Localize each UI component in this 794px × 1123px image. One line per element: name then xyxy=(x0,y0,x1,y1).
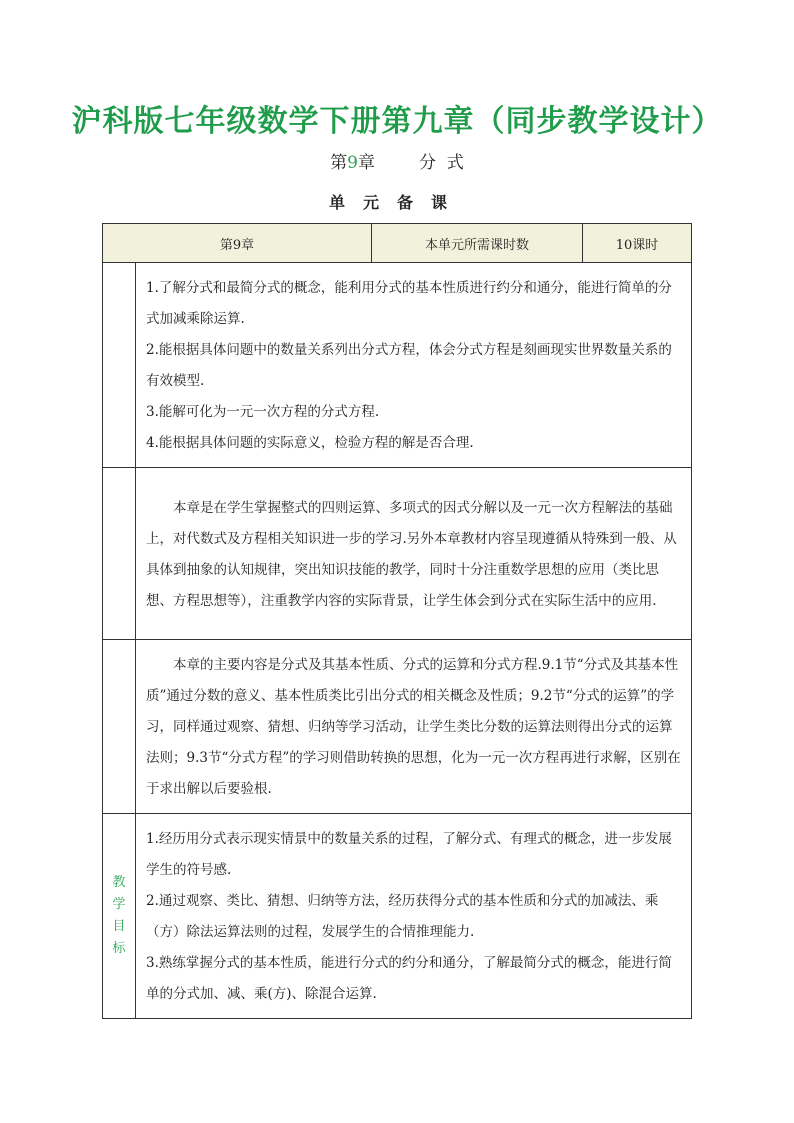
row-content-cell xyxy=(136,640,692,814)
vertical-label-char: 目 xyxy=(112,919,126,934)
row-content-cell xyxy=(136,263,692,468)
header-chapter-cell: 第9章 xyxy=(103,224,372,263)
paragraph: 3.能解可化为一元一次方程的分式方程. xyxy=(146,404,380,420)
paragraph: 2.通过观察、类比、猜想、归纳等方法，经历获得分式的基本性质和分式的加减法、乘（方）除法运算法则的过程，发展学生的合情推理能力. xyxy=(146,893,659,940)
chapter-suffix: 章 xyxy=(358,153,375,173)
header-hours-label-cell: 本单元所需课时数 xyxy=(372,224,583,263)
paragraph: 1.了解分式和最简分式的概念，能利用分式的基本性质进行约分和通分，能进行简单的分式加减乘除运算. xyxy=(146,280,672,327)
paragraph: 2.能根据具体问题中的数量关系列出分式方程，体会分式方程是刻画现实世界数量关系的有效模型. xyxy=(146,342,672,389)
chapter-number: 9 xyxy=(347,153,358,173)
teaching-goals-label xyxy=(103,814,136,1019)
row-content-cell xyxy=(136,814,692,1019)
unit-heading: 单元备课 xyxy=(328,193,465,212)
chapter-title xyxy=(0,148,794,173)
vertical-label-char: 标 xyxy=(112,941,126,956)
header-hours-value-cell: 10课时 xyxy=(583,224,692,263)
table-row xyxy=(103,640,692,814)
table-row xyxy=(103,814,692,1019)
paragraph: 1.经历用分式表示现实情景中的数量关系的过程，了解分式、有理式的概念，进一步发展学生的符号感. xyxy=(146,831,672,878)
row-label-cell xyxy=(103,640,136,814)
paragraph: 3.熟练掌握分式的基本性质，能进行分式的约分和通分，了解最简分式的概念，能进行简单的分式加、减、乘(方)、除混合运算. xyxy=(146,955,672,1002)
row-content-cell xyxy=(136,468,692,640)
chapter-name: 分 式 xyxy=(419,153,464,173)
table-row xyxy=(103,263,692,468)
document-title: 沪科版七年级数学下册第九章（同步教学设计） xyxy=(71,104,723,139)
table-row xyxy=(103,468,692,640)
row-label-cell xyxy=(103,263,136,468)
paragraph: 本章是在学生掌握整式的四则运算、多项式的因式分解以及一元一次方程解法的基础上，对代数式及方程相关知识进一步的学习.另外本章教材内容呈现遵循从特殊到一般、从具体到抽象的认知规律，突出知识技能的教学，同时十分注重数学思想的应用（类比思想、方程思想等），注重教学内容的实际背景，让学生体会到分式在实际生活中的应用. xyxy=(146,499,677,609)
row-label-cell xyxy=(103,468,136,640)
table-header-row xyxy=(103,224,692,263)
paragraph: 4.能根据具体问题的实际意义，检验方程的解是否合理. xyxy=(146,435,474,451)
unit-plan-table xyxy=(102,223,692,1019)
vertical-label-char: 学 xyxy=(112,897,126,912)
paragraph: 本章的主要内容是分式及其基本性质、分式的运算和分式方程.9.1节“分式及其基本性质”通过分数的意义、基本性质类比引出分式的相关概念及性质；9.2节“分式的运算”的学习，同样通过观察、猜想、归纳等学习活动，让学生类比分数的运算法则得出分式的运算法则；9.3节“分式方程”的学习则借助转换的思想，化为一元一次方程再进行求解，区别在于求出解以后要验根. xyxy=(146,657,681,797)
chapter-prefix: 第 xyxy=(330,153,348,173)
vertical-label-char: 教 xyxy=(112,875,126,890)
vertical-label xyxy=(103,872,135,960)
